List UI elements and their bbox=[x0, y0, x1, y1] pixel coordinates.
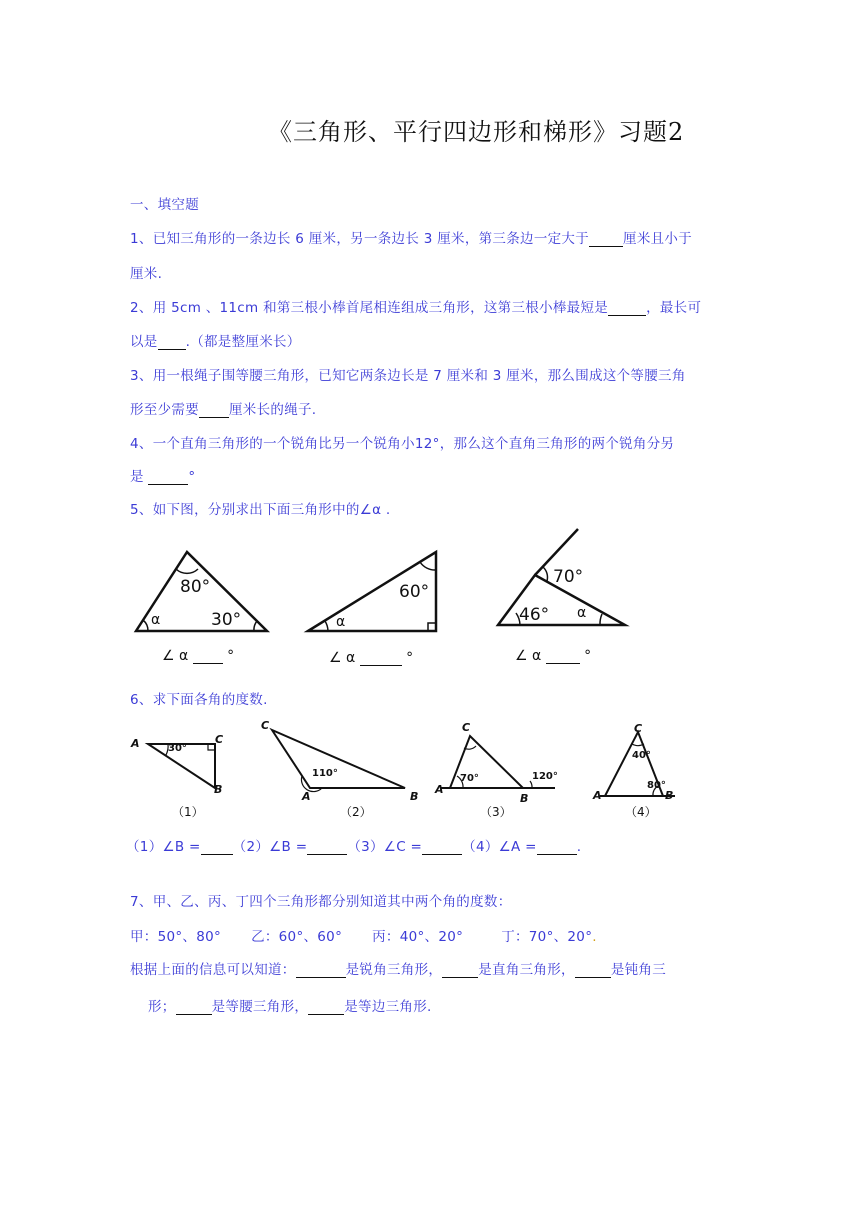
blank bbox=[537, 840, 577, 855]
question-3-line-1: 3、用一根绳子围等腰三角形，已知它两条边长是 7 厘米和 3 厘米，那么围成这个等腰三角 bbox=[130, 368, 686, 384]
question-4-line-1: 4、一个直角三角形的一个锐角比另一个锐角小12°，那么这个直角三角形的两个锐角分另 bbox=[130, 436, 675, 452]
blank bbox=[360, 651, 402, 666]
blank bbox=[296, 963, 346, 978]
question-7-line-4: 形； 是等腰三角形， 是等边三角形. bbox=[148, 999, 432, 1015]
question-2-line-1: 2、用 5cm 、11cm 和第三根小棒首尾相连组成三角形，这第三根小棒最短是 ，最长可 bbox=[130, 300, 702, 316]
blank bbox=[148, 470, 188, 485]
question-4-line-2: 是 ° bbox=[130, 469, 196, 485]
blank bbox=[608, 301, 646, 316]
question-3-line-2: 形至少需要 厘米长的绳子. bbox=[130, 402, 317, 418]
question-5-text: 5、如下图，分别求出下面三角形中的∠α . bbox=[130, 502, 391, 518]
q6-answers: （1）∠B = （2）∠B = （3）∠C = （4）∠A = . bbox=[126, 839, 582, 855]
blank bbox=[546, 649, 580, 664]
q5-answer-2: ∠ α ° bbox=[329, 650, 414, 666]
question-1-line-1: 1、已知三角形的一条边长 6 厘米，另一条边长 3 厘米，第三条边一定大于 厘米且小于 bbox=[130, 231, 693, 247]
blank bbox=[308, 1000, 344, 1015]
q5-answer-1: ∠ α ° bbox=[162, 648, 235, 664]
blank bbox=[158, 335, 186, 350]
question-7-line-3: 根据上面的信息可以知道： 是锐角三角形， 是直角三角形， 是钝角三 bbox=[130, 962, 667, 978]
blank bbox=[442, 963, 478, 978]
question-2-line-2: 以是 .（都是整厘米长） bbox=[130, 334, 301, 350]
question-7-data: 甲：50°、80° 乙：60°、60° 丙：40°、20° 丁：70°、20°. bbox=[130, 929, 597, 945]
question-1-line-2: 厘米. bbox=[130, 266, 163, 282]
question-6-text: 6、求下面各角的度数. bbox=[130, 692, 268, 708]
blank bbox=[589, 232, 623, 247]
page-title: 《三角形、平行四边形和梯形》习题2 bbox=[268, 118, 685, 146]
blank bbox=[193, 649, 223, 664]
blank bbox=[199, 403, 229, 418]
blank bbox=[575, 963, 611, 978]
blank bbox=[422, 840, 462, 855]
q5-answer-3: ∠ α ° bbox=[515, 648, 592, 664]
blank bbox=[176, 1000, 212, 1015]
blank bbox=[307, 840, 347, 855]
section-heading: 一、填空题 bbox=[130, 197, 199, 213]
question-7-text: 7、甲、乙、丙、丁四个三角形都分别知道其中两个角的度数： bbox=[130, 894, 512, 910]
blank bbox=[201, 840, 233, 855]
